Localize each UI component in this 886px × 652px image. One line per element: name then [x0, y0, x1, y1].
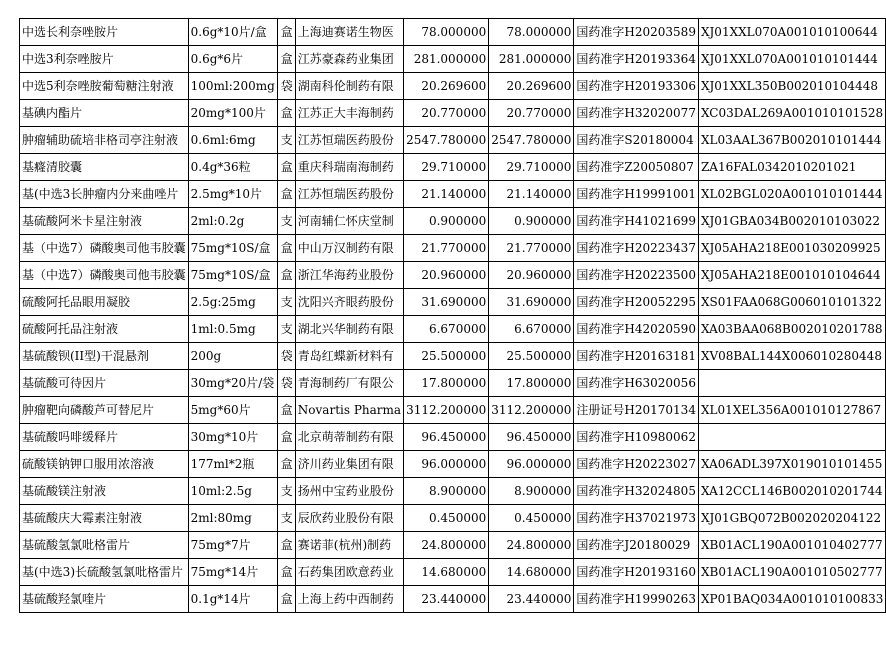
spec-cell: 177ml*2瓶 — [188, 451, 277, 478]
manufacturer-cell: 辰欣药业股份有限 — [295, 505, 403, 532]
unit-cell: 盒 — [277, 559, 295, 586]
manufacturer-cell: 河南辅仁怀庆堂制 — [295, 208, 403, 235]
table-row — [20, 478, 886, 505]
approval-number-cell: 注册证号H20170134 — [574, 397, 699, 424]
approval-number-cell: 国药准字H37021973 — [574, 505, 699, 532]
spec-cell: 2ml:0.2g — [188, 208, 277, 235]
retail-price-cell: 20.960000 — [489, 262, 574, 289]
manufacturer-cell: 江苏正大丰海制药 — [295, 100, 403, 127]
retail-price-cell: 96.450000 — [489, 424, 574, 451]
retail-price-cell: 24.800000 — [489, 532, 574, 559]
price-cell: 14.680000 — [404, 559, 489, 586]
drug-name-cell: 基硫酸氢氯吡格雷片 — [20, 532, 189, 559]
table-row — [20, 370, 886, 397]
price-cell: 29.710000 — [404, 154, 489, 181]
manufacturer-cell: 浙江华海药业股份 — [295, 262, 403, 289]
approval-number-cell: 国药准字H20193364 — [574, 46, 699, 73]
code-cell: XJ05AHA218E001010104644 — [698, 262, 885, 289]
code-cell: XJ01GBA034B002010103022 — [698, 208, 885, 235]
manufacturer-cell: 江苏恒瑞医药股份 — [295, 127, 403, 154]
code-cell: XV08BAL144X006010280448 — [698, 343, 885, 370]
unit-cell: 支 — [277, 478, 295, 505]
manufacturer-cell: Novartis Pharma — [295, 397, 403, 424]
price-cell: 20.269600 — [404, 73, 489, 100]
code-cell: XL02BGL020A001010101444 — [698, 181, 885, 208]
table-row — [20, 127, 886, 154]
manufacturer-cell: 青岛红蝶新材料有 — [295, 343, 403, 370]
spec-cell: 30mg*20片/袋 — [188, 370, 277, 397]
approval-number-cell: 国药准字H19991001 — [574, 181, 699, 208]
retail-price-cell: 8.900000 — [489, 478, 574, 505]
price-cell: 281.000000 — [404, 46, 489, 73]
retail-price-cell: 20.269600 — [489, 73, 574, 100]
price-cell: 3112.200000 — [404, 397, 489, 424]
approval-number-cell: 国药准字H41021699 — [574, 208, 699, 235]
drug-name-cell: 硫酸阿托品眼用凝胶 — [20, 289, 189, 316]
drug-name-cell: 基（中选7）磷酸奥司他韦胶囊 — [20, 262, 189, 289]
code-cell: ZA16FAL0342010201021 — [698, 154, 885, 181]
approval-number-cell: 国药准字H20052295 — [574, 289, 699, 316]
drug-name-cell: 基癃清胶囊 — [20, 154, 189, 181]
table-row — [20, 46, 886, 73]
drug-name-cell: 硫酸阿托品注射液 — [20, 316, 189, 343]
spec-cell: 0.6g*6片 — [188, 46, 277, 73]
spec-cell: 2.5g:25mg — [188, 289, 277, 316]
price-cell: 31.690000 — [404, 289, 489, 316]
unit-cell: 盒 — [277, 424, 295, 451]
unit-cell: 盒 — [277, 154, 295, 181]
price-cell: 6.670000 — [404, 316, 489, 343]
manufacturer-cell: 湖南科伦制药有限 — [295, 73, 403, 100]
spec-cell: 0.1g*14片 — [188, 586, 277, 613]
unit-cell: 支 — [277, 289, 295, 316]
unit-cell: 支 — [277, 127, 295, 154]
spec-cell: 30mg*10片 — [188, 424, 277, 451]
retail-price-cell: 21.770000 — [489, 235, 574, 262]
table-row — [20, 289, 886, 316]
price-cell: 21.770000 — [404, 235, 489, 262]
approval-number-cell: 国药准字H20223437 — [574, 235, 699, 262]
spec-cell: 0.6g*10片/盒 — [188, 19, 277, 46]
approval-number-cell: 国药准字H20193160 — [574, 559, 699, 586]
drug-name-cell: 基硫酸钡(II型)干混悬剂 — [20, 343, 189, 370]
drug-name-cell: 基（中选7）磷酸奥司他韦胶囊 — [20, 235, 189, 262]
spec-cell: 200g — [188, 343, 277, 370]
unit-cell: 盒 — [277, 46, 295, 73]
retail-price-cell: 0.900000 — [489, 208, 574, 235]
spec-cell: 75mg*10S/盒 — [188, 262, 277, 289]
table-row — [20, 154, 886, 181]
spec-cell: 2ml:80mg — [188, 505, 277, 532]
drug-name-cell: 基硫酸羟氯喹片 — [20, 586, 189, 613]
drug-price-table — [19, 18, 886, 613]
retail-price-cell: 14.680000 — [489, 559, 574, 586]
spec-cell: 5mg*60片 — [188, 397, 277, 424]
drug-name-cell: 基硫酸镁注射液 — [20, 478, 189, 505]
table-row — [20, 586, 886, 613]
retail-price-cell: 281.000000 — [489, 46, 574, 73]
table-row — [20, 73, 886, 100]
spec-cell: 100ml:200mg — [188, 73, 277, 100]
drug-name-cell: 基碘内酯片 — [20, 100, 189, 127]
code-cell: XJ01GBQ072B002020204122 — [698, 505, 885, 532]
code-cell: XJ05AHA218E001030209925 — [698, 235, 885, 262]
code-cell: XL01XEL356A001010127867 — [698, 397, 885, 424]
unit-cell: 袋 — [277, 370, 295, 397]
approval-number-cell: 国药准字H20203589 — [574, 19, 699, 46]
spec-cell: 1ml:0.5mg — [188, 316, 277, 343]
code-cell: XA06ADL397X019010101455 — [698, 451, 885, 478]
table-row — [20, 397, 886, 424]
unit-cell: 盒 — [277, 235, 295, 262]
code-cell — [698, 370, 885, 397]
table-row — [20, 451, 886, 478]
drug-name-cell: 肿瘤辅助硫培非格司亭注射液 — [20, 127, 189, 154]
retail-price-cell: 78.000000 — [489, 19, 574, 46]
retail-price-cell: 2547.780000 — [489, 127, 574, 154]
price-cell: 78.000000 — [404, 19, 489, 46]
spec-cell: 2.5mg*10片 — [188, 181, 277, 208]
retail-price-cell: 20.770000 — [489, 100, 574, 127]
price-cell: 2547.780000 — [404, 127, 489, 154]
manufacturer-cell: 上海上药中西制药 — [295, 586, 403, 613]
price-cell: 24.800000 — [404, 532, 489, 559]
manufacturer-cell: 中山万汉制药有限 — [295, 235, 403, 262]
manufacturer-cell: 江苏恒瑞医药股份 — [295, 181, 403, 208]
unit-cell: 袋 — [277, 73, 295, 100]
approval-number-cell: 国药准字H32020077 — [574, 100, 699, 127]
approval-number-cell: 国药准字H20163181 — [574, 343, 699, 370]
drug-name-cell: 中选5利奈唑胺葡萄糖注射液 — [20, 73, 189, 100]
table-row — [20, 559, 886, 586]
approval-number-cell: 国药准字H19990263 — [574, 586, 699, 613]
code-cell: XA03BAA068B002010201788 — [698, 316, 885, 343]
approval-number-cell: 国药准字H32024805 — [574, 478, 699, 505]
table-row — [20, 181, 886, 208]
code-cell: XC03DAL269A001010101528 — [698, 100, 885, 127]
unit-cell: 盒 — [277, 451, 295, 478]
code-cell: XJ01XXL070A001010100644 — [698, 19, 885, 46]
price-cell: 0.900000 — [404, 208, 489, 235]
approval-number-cell: 国药准字J20180029 — [574, 532, 699, 559]
drug-name-cell: 基硫酸庆大霉素注射液 — [20, 505, 189, 532]
approval-number-cell: 国药准字H20223027 — [574, 451, 699, 478]
unit-cell: 盒 — [277, 532, 295, 559]
unit-cell: 盒 — [277, 19, 295, 46]
approval-number-cell: 国药准字S20180004 — [574, 127, 699, 154]
unit-cell: 支 — [277, 316, 295, 343]
spec-cell: 75mg*10S/盒 — [188, 235, 277, 262]
code-cell: XB01ACL190A001010502777 — [698, 559, 885, 586]
retail-price-cell: 31.690000 — [489, 289, 574, 316]
price-cell: 96.000000 — [404, 451, 489, 478]
manufacturer-cell: 湖北兴华制药有限 — [295, 316, 403, 343]
price-cell: 96.450000 — [404, 424, 489, 451]
table-row — [20, 424, 886, 451]
retail-price-cell: 0.450000 — [489, 505, 574, 532]
code-cell: XA12CCL146B002010201744 — [698, 478, 885, 505]
price-cell: 20.770000 — [404, 100, 489, 127]
table-row — [20, 235, 886, 262]
price-cell: 0.450000 — [404, 505, 489, 532]
table-row — [20, 19, 886, 46]
table-row — [20, 100, 886, 127]
drug-name-cell: 中选长利奈唑胺片 — [20, 19, 189, 46]
retail-price-cell: 23.440000 — [489, 586, 574, 613]
drug-name-cell: 基硫酸可待因片 — [20, 370, 189, 397]
drug-name-cell: 中选3利奈唑胺片 — [20, 46, 189, 73]
spec-cell: 75mg*7片 — [188, 532, 277, 559]
unit-cell: 盒 — [277, 181, 295, 208]
unit-cell: 袋 — [277, 343, 295, 370]
unit-cell: 盒 — [277, 586, 295, 613]
unit-cell: 支 — [277, 505, 295, 532]
manufacturer-cell: 石药集团欧意药业 — [295, 559, 403, 586]
code-cell: XS01FAA068G006010101322 — [698, 289, 885, 316]
approval-number-cell: 国药准字Z20050807 — [574, 154, 699, 181]
retail-price-cell: 25.500000 — [489, 343, 574, 370]
spec-cell: 75mg*14片 — [188, 559, 277, 586]
manufacturer-cell: 扬州中宝药业股份 — [295, 478, 403, 505]
table-row — [20, 316, 886, 343]
spec-cell: 10ml:2.5g — [188, 478, 277, 505]
manufacturer-cell: 重庆科瑞南海制药 — [295, 154, 403, 181]
retail-price-cell: 6.670000 — [489, 316, 574, 343]
retail-price-cell: 3112.200000 — [489, 397, 574, 424]
drug-name-cell: 硫酸镁钠钾口服用浓溶液 — [20, 451, 189, 478]
drug-name-cell: 肿瘤靶向磷酸芦可替尼片 — [20, 397, 189, 424]
manufacturer-cell: 江苏豪森药业集团 — [295, 46, 403, 73]
spec-cell: 0.6ml:6mg — [188, 127, 277, 154]
price-cell: 17.800000 — [404, 370, 489, 397]
approval-number-cell: 国药准字H20223500 — [574, 262, 699, 289]
price-cell: 21.140000 — [404, 181, 489, 208]
unit-cell: 盒 — [277, 262, 295, 289]
approval-number-cell: 国药准字H10980062 — [574, 424, 699, 451]
code-cell: XP01BAQ034A001010100833 — [698, 586, 885, 613]
manufacturer-cell: 济川药业集团有限 — [295, 451, 403, 478]
table-row — [20, 505, 886, 532]
unit-cell: 盒 — [277, 100, 295, 127]
code-cell: XJ01XXL070A001010101444 — [698, 46, 885, 73]
table-row — [20, 208, 886, 235]
price-cell: 25.500000 — [404, 343, 489, 370]
code-cell: XJ01XXL350B002010104448 — [698, 73, 885, 100]
table-body — [20, 19, 886, 613]
retail-price-cell: 21.140000 — [489, 181, 574, 208]
manufacturer-cell: 青海制药厂有限公 — [295, 370, 403, 397]
manufacturer-cell: 北京萌蒂制药有限 — [295, 424, 403, 451]
code-cell — [698, 424, 885, 451]
code-cell: XB01ACL190A001010402777 — [698, 532, 885, 559]
table-row — [20, 532, 886, 559]
spec-cell: 0.4g*36粒 — [188, 154, 277, 181]
unit-cell: 盒 — [277, 397, 295, 424]
drug-name-cell: 基硫酸吗啡缓释片 — [20, 424, 189, 451]
drug-name-cell: 基(中选3长肿瘤内分来曲唑片 — [20, 181, 189, 208]
manufacturer-cell: 赛诺菲(杭州)制药 — [295, 532, 403, 559]
drug-name-cell: 基(中选3)长硫酸氢氯吡格雷片 — [20, 559, 189, 586]
retail-price-cell: 17.800000 — [489, 370, 574, 397]
table-row — [20, 343, 886, 370]
spec-cell: 20mg*100片 — [188, 100, 277, 127]
approval-number-cell: 国药准字H20193306 — [574, 73, 699, 100]
manufacturer-cell: 上海迪赛诺生物医 — [295, 19, 403, 46]
price-cell: 23.440000 — [404, 586, 489, 613]
approval-number-cell: 国药准字H63020056 — [574, 370, 699, 397]
table-row — [20, 262, 886, 289]
drug-name-cell: 基硫酸阿米卡星注射液 — [20, 208, 189, 235]
price-cell: 8.900000 — [404, 478, 489, 505]
retail-price-cell: 96.000000 — [489, 451, 574, 478]
unit-cell: 支 — [277, 208, 295, 235]
price-cell: 20.960000 — [404, 262, 489, 289]
approval-number-cell: 国药准字H42020590 — [574, 316, 699, 343]
manufacturer-cell: 沈阳兴齐眼药股份 — [295, 289, 403, 316]
retail-price-cell: 29.710000 — [489, 154, 574, 181]
code-cell: XL03AAL367B002010101444 — [698, 127, 885, 154]
